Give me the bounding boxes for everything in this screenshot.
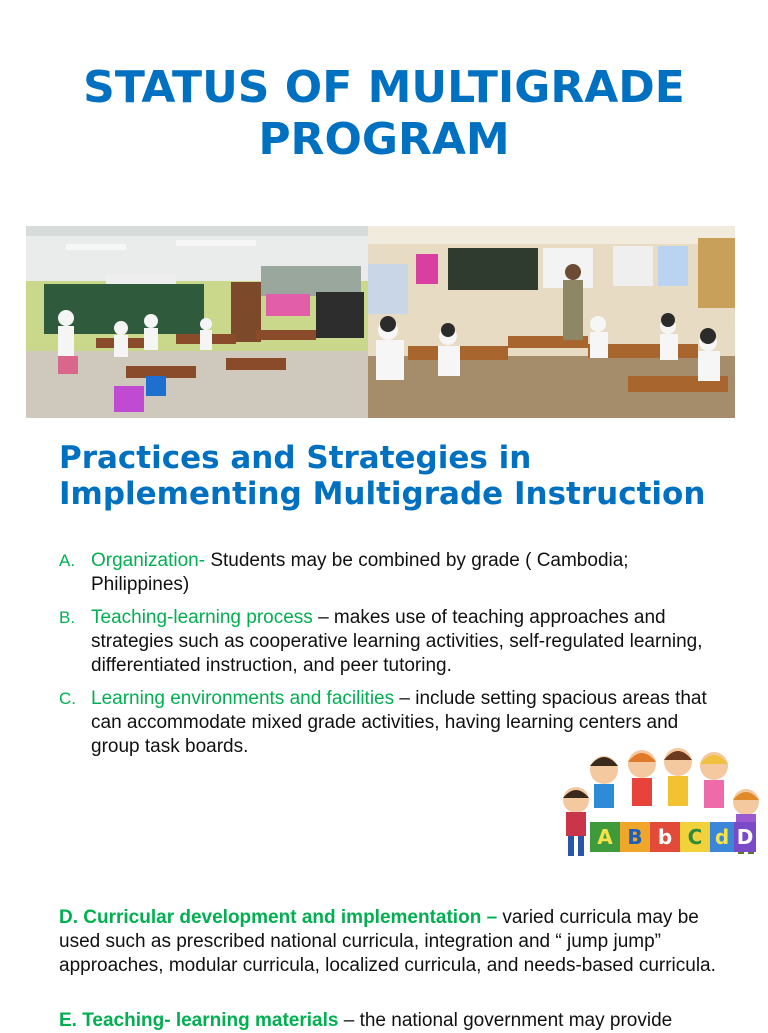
paragraph-lead: D. Curricular development and implementation – <box>59 907 498 928</box>
practices-list <box>59 549 719 768</box>
block-letter: B <box>627 825 643 849</box>
block-letter: A <box>597 825 613 849</box>
section-heading: Practices and Strategies in Implementing Multigrade Instruction <box>59 440 706 512</box>
item-text: Students may be combined by grade ( Cambodia; Philippines) <box>91 550 629 595</box>
classroom-photo-right <box>368 226 735 418</box>
item-text: – makes use of teaching approaches and strategies such as cooperative learning activities, self-regulated learning, differentiated instruction, and peer tutoring. <box>91 607 703 676</box>
item-lead: Learning environments and facilities <box>91 688 395 709</box>
block-letter: D <box>736 825 754 849</box>
list-item <box>59 549 719 597</box>
block-letter: C <box>687 825 703 849</box>
paragraph-e <box>59 1009 719 1033</box>
list-marker: A. <box>59 551 76 570</box>
paragraph-d <box>59 906 719 978</box>
paragraph-lead: E. Teaching- learning materials <box>59 1010 339 1031</box>
paragraph-text: varied curricula may be used such as prescribed national curricula, integration and “ jump jump” approaches, modular curricula, localized curricula, and needs-based curricula. <box>59 907 716 976</box>
item-text: – include setting spacious areas that can accommodate mixed grade activities, having learning centers and group task boards. <box>91 688 707 757</box>
list-item <box>59 606 719 678</box>
paragraph-text: – the national government may provide <box>338 1010 673 1031</box>
block-letter: d <box>714 825 730 849</box>
block-letter: b <box>657 825 673 849</box>
classroom-photo-left <box>26 226 368 418</box>
item-lead: Organization- <box>91 550 206 571</box>
slide-title: STATUS OF MULTIGRADE PROGRAM <box>83 62 685 165</box>
item-lead: Teaching-learning process <box>91 607 313 628</box>
kids-abc-blocks-clipart <box>556 742 768 868</box>
list-marker: B. <box>59 608 76 627</box>
list-marker: C. <box>59 689 76 708</box>
